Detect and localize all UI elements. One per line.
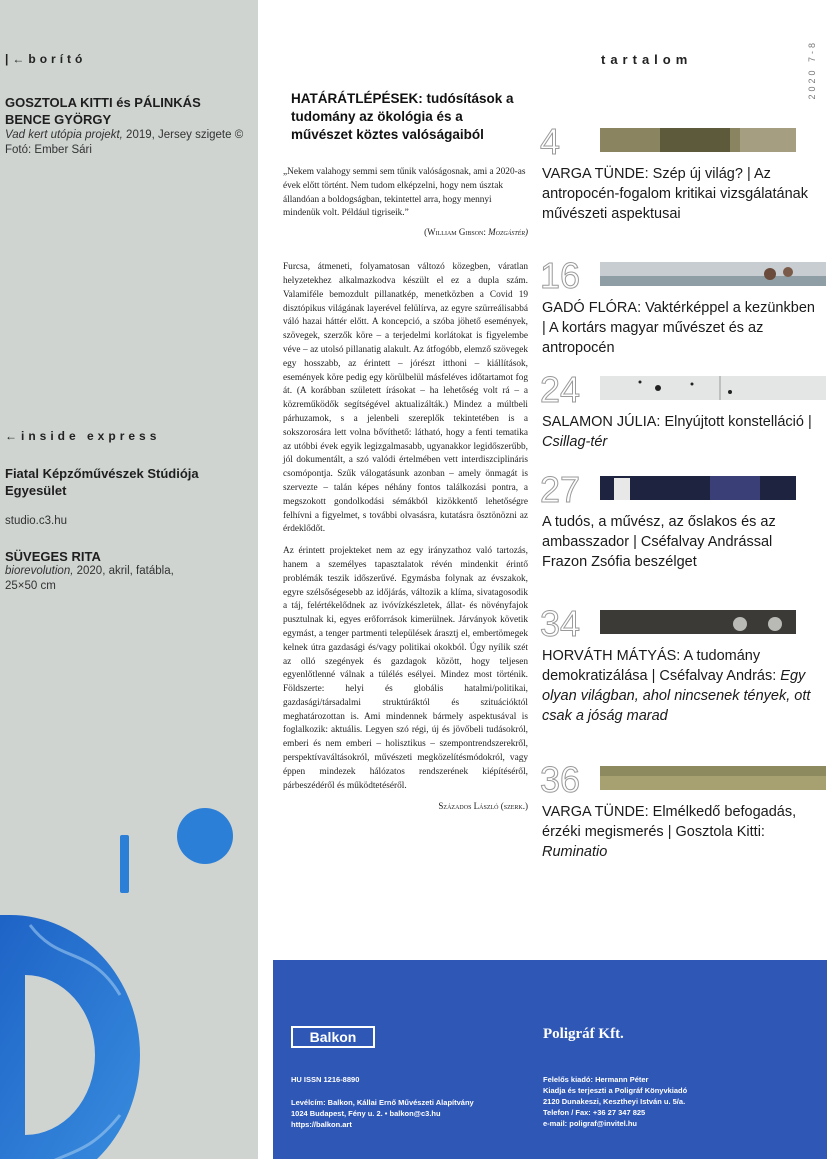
toc-entry-text: GADÓ FLÓRA: Vaktérképpel a kezünkben | A kortárs magyar művészet és az antropocén [542,300,815,356]
printer-line-1: Felelős kiadó: Hermann Péter [543,1075,649,1084]
toc-entry-text [540,802,820,862]
publisher-line-3[interactable]: https://balkon.art [291,1120,352,1129]
thumbnail-image [600,262,826,286]
editorial-body [283,261,528,793]
toc-page-number: 34 [540,603,581,644]
toc-entry-text: VARGA TÜNDE: Szép új világ? | Az antropocén-fogalom kritikai vizsgálatának művészeti aspektusai [542,166,808,222]
printer-line-3: 2120 Dunakeszi, Kesztheyi István u. 5/a. [543,1097,686,1106]
toc-page-number: 24 [540,369,581,410]
balkon-logo: Balkon [291,1026,375,1048]
cover-work: Vad kert utópia projekt, [5,129,123,141]
printer-line-2: Kiadja és terjeszti a Poligráf Könyvkiadó [543,1086,688,1095]
publisher-address [291,1097,474,1130]
toc-entry[interactable] [540,759,820,862]
editorial-title: HATÁRÁTLÉPÉSEK: tudósítások a tudomány az ökológia és a művészet köztes valóságaiból [291,91,514,142]
big-d-graphic [0,905,150,1159]
thumbnail-image [600,610,796,634]
printer-line-4: Telefon / Fax: +36 27 347 825 [543,1108,646,1117]
cover-details: 2019, Jersey szigete © Fotó: Ember Sári [5,129,244,156]
thumbnail-image [600,766,826,790]
toc-page-number: 4 [540,121,561,162]
quote-work: Mozgástér) [488,227,528,238]
toc-entry-text [540,646,820,726]
artist2-caption [5,564,205,594]
toc-entry-italic: Csillag-tér [542,434,608,450]
issue-year: 2020 7-8 [807,40,817,100]
artist2-name: SÜVEGES RITA [5,549,101,564]
printer-line-5[interactable]: e-mail: poligraf@invitel.hu [543,1119,637,1128]
toc-entry-text [540,412,820,452]
inside-express-label: ←inside express [5,429,161,443]
blue-dot [177,808,233,864]
cover-caption [5,128,245,158]
toc-entry-main: VARGA TÜNDE: Elmélkedő befogadás, érzéki megismerés | Gosztola Kitti: [542,804,797,840]
work2-details: 2020, akril, fatábla, 25×50 cm [5,565,174,592]
editor-signature: Százados László (szerk.) [438,801,528,812]
toc-entry[interactable] [540,603,820,726]
toc-entry-italic: Ruminatio [542,844,608,860]
toc-heading: tartalom [601,52,693,67]
blue-bar [120,835,129,893]
cover-label: |←borító [5,52,87,66]
toc-page-number: 16 [540,255,581,296]
issn: HU ISSN 1216-8890 [291,1075,360,1084]
toc-entry-main: HORVÁTH MÁTYÁS: A tudomány demokratizálása | Cséfalvay András: [542,648,777,684]
imprint-footer [273,960,827,1159]
org-name: Fiatal Képzőművészek Stúdiója Egyesület [5,466,199,498]
toc-entry-text: A tudós, a művész, az őslakos és az ambasszador | Cséfalvay Andrással Frazon Zsófia beszélget [542,514,776,570]
toc-entry-italic: Egy olyan világban, ahol nincsenek tények, ott csak a jóság marad [542,668,811,724]
publisher-line-1: Levélcím: Balkon, Kállai Ernő Művészeti Alapítvány [291,1098,474,1107]
quote-author: (William Gibson: [424,227,486,238]
toc-entry[interactable] [540,121,820,224]
paragraph-1: Furcsa, átmeneti, folyamatosan változó közegben, váratlan helyzetekhez alkalmazkodva készült el ez a dupla szám. Valamiféle bemozdult pillanatkép, menetközben a Covid 19 disztópikus világának layerével felülírva, az egyre szürreálisabbá váló hazai háttér előtt. A koncepció, a szóba jöhető események, szövegek, szerzők köre – a terjedelmi korlátokat is figyelembe véve – az utolsó pillanatig alakult. Az átfogóbb, elemző szövegek egy hosszabb, az érintett – jórészt itthoni – kiállítások, események köre pedig egy körülbelül másfeléves időtartamot fog át. (A korábban született írásokat – ha lehetőség volt rá – a közreműködők segítségével aktualizálták.) Mindez a múltbeli párhuzamok, s a jelenbeli szereplők tekintetében is a sokszorosára lett volna bővíthető: látható, hogy a fenti tematika az utóbbi évek egyik legizgalmasabb, ugyanakkor legidőszerűbb, jól dokumentált, a szó valódi értelmében vett interdiszciplináris csomópontja. Szűk válogatásunk azonban – amely önmagát is szervezte – talán képes néhány fontos találkozási pontra, a megszokott gondolkodási sémákból kizökkentő lehetőségre felhívni a figyelmet, s további olvasásra, kutatásra ösztönözni az érdeklődőt. [283,262,528,535]
thumbnail-image [600,476,796,500]
toc-entry[interactable] [540,369,820,452]
toc-entry[interactable] [540,469,820,572]
org-url[interactable]: studio.c3.hu [5,515,68,527]
publisher-line-2: 1024 Budapest, Fény u. 2. • balkon@c3.hu [291,1109,441,1118]
toc-entry-main: SALAMON JÚLIA: Elnyújtott konstelláció | [542,414,812,430]
epigraph-quote: „Nekem valahogy semmi sem tűnik valóságosnak, ami a 2020-as évek előtt történt. Nem tudom elképzelni, hogy nem úsztak állandóan a boldogságban, tekintettel arra, hogy mennyi mindenük volt. Például tigriseik.” [283,167,526,219]
editorial-column [283,90,528,811]
toc-page-number: 36 [540,759,581,800]
cover-artists: GOSZTOLA KITTI és PÁLINKÁS BENCE GYÖRGY [5,95,201,127]
thumbnail-image [600,128,796,152]
printer-info [543,1074,687,1129]
toc-page-number: 27 [540,469,581,510]
poligraf-logo: Poligráf Kft. [543,1026,624,1042]
left-sidebar [0,0,258,1159]
paragraph-2: Az érintett projekteket nem az egy irányzathoz való tartozás, hanem a személyes tapasztalatok révén mindenkit érintő problémák teszik időszerűvé. Egymásba folynak az évszakok, egyre szélsőségesebb az időjárás, változik a klíma, sivatagosodik a táj, felértékelődnek az ivóvízkészletek, állat- és növényfajok pusztulnak ki, egyes erőforrások kimerülnek. Járványok követik egymást, a tenger partmenti települések árasztj el, embertömegek kelnek útra gazdasági és/vagy politikai okokból. Úgy nyílik szét az olló szegények és gazdagok között, hogy teljesen egyenlőtlenné válnak a túlélés esélyei. Mindez most történik. Földszerte: helyi és globális hatalmi/politikai, gazdasági/társadalmi struktúráktól és szituációktól meghatározottan is. Ami mindennek bármely aspektusával is foglalkozik: aktuális. Legyen szó régi, új és jövőbeli tudásokról, emberi és nem emberi – holisztikus – szempontrendszerekről, perspektívaváltásokról, művészeti megközelítésmódokról, vagy éppen mindezek hálózatos rendszerének kiépítéséről, párbeszédéről és működtetéséről. [283,546,528,791]
toc-entry[interactable] [540,255,820,358]
thumbnail-image [600,376,826,400]
epigraph-source [283,227,528,237]
work2-title: biorevolution, [5,565,74,577]
